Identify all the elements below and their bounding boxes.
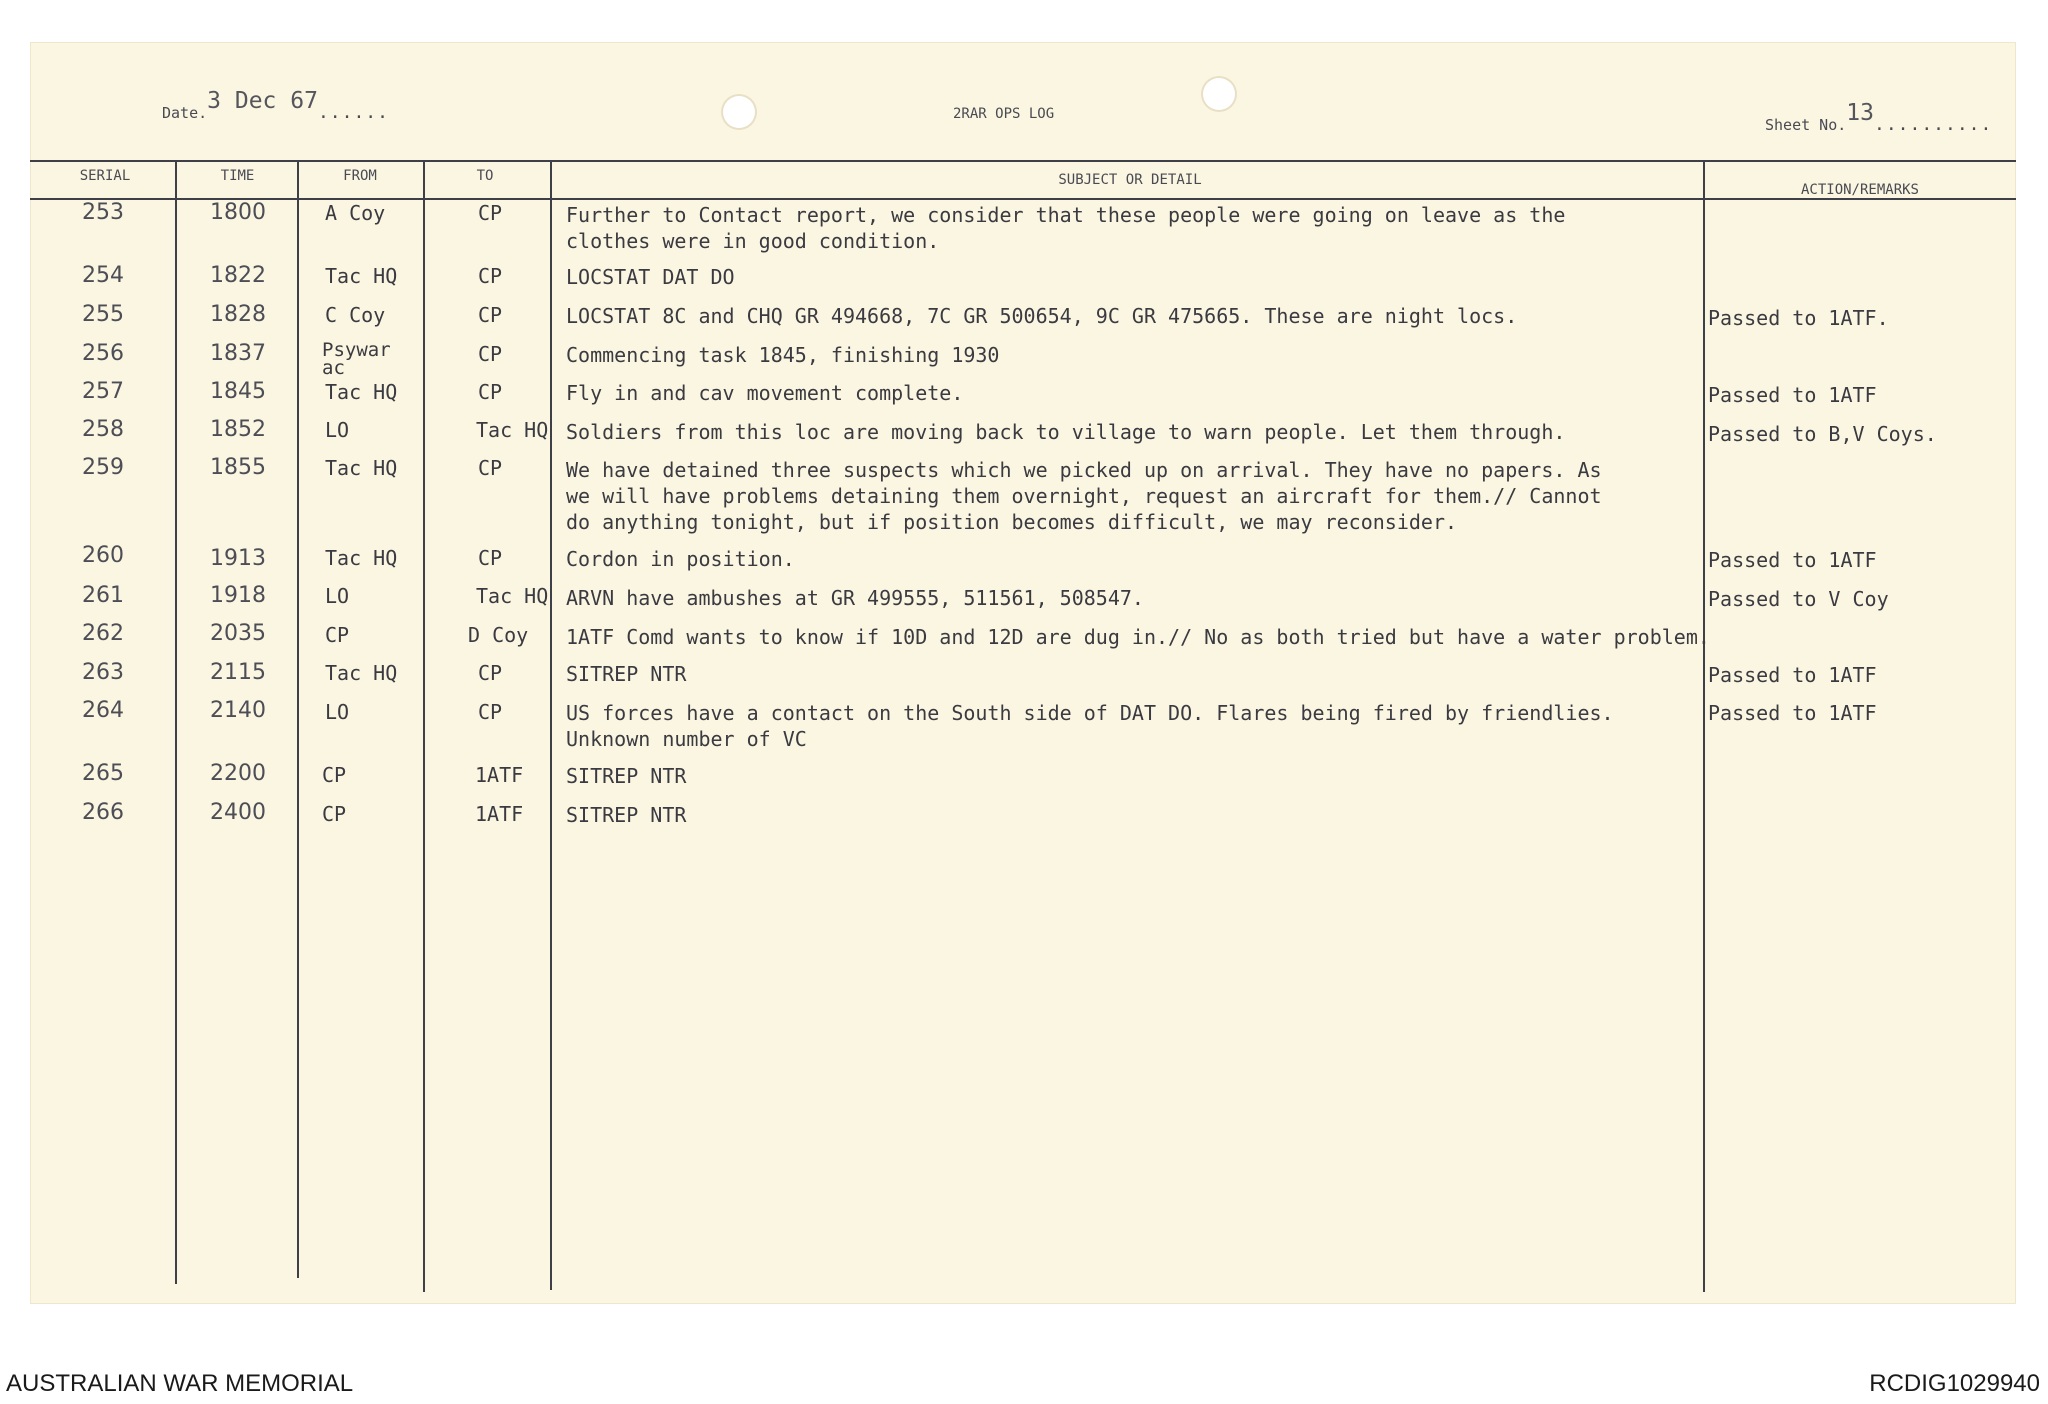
row-to: 1ATF bbox=[475, 802, 524, 826]
row-time: 1822 bbox=[210, 263, 266, 288]
row-time: 1855 bbox=[210, 455, 266, 480]
row-to: CP bbox=[478, 201, 503, 225]
row-to: Tac HQ bbox=[476, 418, 549, 442]
col-header-to: TO bbox=[476, 168, 494, 184]
row-to: D Coy bbox=[468, 623, 529, 647]
row-action: Passed to V Coy bbox=[1708, 587, 1889, 611]
row-from: LO bbox=[325, 700, 350, 724]
row-serial: 254 bbox=[82, 263, 124, 288]
row-from: Tac HQ bbox=[325, 380, 398, 404]
row-serial: 259 bbox=[82, 455, 124, 480]
header-top-rule bbox=[30, 160, 2016, 162]
date-dots: ...... bbox=[317, 102, 389, 123]
col-header-action: ACTION/REMARKS bbox=[1800, 182, 1919, 198]
row-to: CP bbox=[478, 342, 503, 366]
archive-credit: AUSTRALIAN WAR MEMORIAL bbox=[6, 1370, 354, 1397]
page-title: 2RAR OPS LOG bbox=[953, 106, 1055, 122]
row-time: 1828 bbox=[210, 302, 266, 327]
col-header-from: FROM bbox=[343, 168, 377, 184]
row-from: Tac HQ bbox=[325, 546, 398, 570]
row-to: CP bbox=[478, 380, 503, 404]
row-from: Tac HQ bbox=[325, 456, 398, 480]
row-detail: 1ATF Comd wants to know if 10D and 12D are dug in.// No as both tried but have a water problem. bbox=[566, 625, 1710, 649]
row-detail: SITREP NTR bbox=[566, 803, 687, 827]
row-from: CP bbox=[325, 623, 350, 647]
row-time: 2115 bbox=[210, 660, 266, 685]
row-action: Passed to 1ATF bbox=[1708, 663, 1877, 687]
col-divider-subject bbox=[1703, 162, 1705, 1292]
row-time: 2400 bbox=[210, 800, 266, 825]
col-header-time: TIME bbox=[220, 168, 255, 184]
col-header-serial: SERIAL bbox=[79, 168, 131, 184]
row-serial: 265 bbox=[82, 761, 124, 786]
punch-hole-right bbox=[1203, 78, 1235, 110]
row-to: CP bbox=[478, 264, 503, 288]
row-detail: SITREP NTR bbox=[566, 764, 687, 788]
row-to: CP bbox=[478, 700, 503, 724]
row-from: A Coy bbox=[325, 201, 386, 225]
row-from: Psywar ac bbox=[322, 339, 391, 379]
row-serial: 255 bbox=[82, 302, 124, 327]
row-serial: 258 bbox=[82, 417, 124, 442]
archive-id: RCDIG1029940 bbox=[1869, 1370, 2040, 1397]
row-detail: LOCSTAT DAT DO bbox=[566, 265, 735, 289]
date-label: Date. bbox=[162, 104, 208, 122]
row-action: Passed to 1ATF bbox=[1708, 548, 1877, 572]
sheet-label: Sheet No. bbox=[1765, 116, 1847, 134]
row-time: 2140 bbox=[210, 698, 266, 723]
col-divider-serial bbox=[175, 162, 177, 1284]
row-to: 1ATF bbox=[475, 763, 524, 787]
row-serial: 260 bbox=[82, 543, 124, 568]
date-value: 3 Dec 67 bbox=[207, 88, 318, 114]
row-time: 2200 bbox=[210, 761, 266, 786]
row-to: Tac HQ bbox=[476, 584, 549, 608]
sheet-dots: .......... bbox=[1873, 114, 1993, 135]
col-divider-from bbox=[423, 162, 425, 1292]
row-time: 1837 bbox=[210, 341, 266, 366]
row-from: LO bbox=[325, 418, 350, 442]
row-detail: Cordon in position. bbox=[566, 547, 795, 571]
row-detail: Soldiers from this loc are moving back to village to warn people. Let them through. bbox=[566, 420, 1566, 444]
row-action: Passed to 1ATF bbox=[1708, 383, 1877, 407]
row-detail: Fly in and cav movement complete. bbox=[566, 381, 964, 405]
row-time: 1800 bbox=[210, 200, 266, 225]
sheet-number-field bbox=[1765, 100, 1993, 136]
punch-hole-left bbox=[723, 96, 755, 128]
row-to: CP bbox=[478, 546, 503, 570]
row-from: CP bbox=[322, 763, 347, 787]
row-to: CP bbox=[478, 661, 503, 685]
row-detail: US forces have a contact on the South side of DAT DO. Flares being fired by friendlies. Unknown number of VC bbox=[566, 701, 1614, 751]
row-serial: 253 bbox=[82, 200, 124, 225]
row-action: Passed to 1ATF. bbox=[1708, 306, 1889, 330]
col-header-subject: SUBJECT OR DETAIL bbox=[1058, 172, 1202, 188]
row-serial: 264 bbox=[82, 698, 124, 723]
row-serial: 266 bbox=[82, 800, 124, 825]
sheet-value: 13 bbox=[1846, 100, 1874, 126]
row-serial: 262 bbox=[82, 621, 124, 646]
row-detail: ARVN have ambushes at GR 499555, 511561, 508547. bbox=[566, 586, 1144, 610]
row-from: Tac HQ bbox=[325, 661, 398, 685]
row-detail: We have detained three suspects which we picked up on arrival. They have no papers. As we will have problems detaining them overnight, request an aircraft for them.// Cannot do anything tonight, but if position becomes difficult, we may reconsider. bbox=[566, 458, 1602, 534]
row-from: LO bbox=[325, 584, 350, 608]
row-detail: LOCSTAT 8C and CHQ GR 494668, 7C GR 500654, 9C GR 475665. These are night locs. bbox=[566, 304, 1518, 328]
row-time: 2035 bbox=[210, 621, 266, 646]
date-field bbox=[162, 88, 389, 124]
row-serial: 256 bbox=[82, 341, 124, 366]
row-serial: 263 bbox=[82, 660, 124, 685]
row-to: CP bbox=[478, 303, 503, 327]
row-detail: Commencing task 1845, finishing 1930 bbox=[566, 343, 1000, 367]
row-detail: SITREP NTR bbox=[566, 662, 687, 686]
row-from: CP bbox=[322, 802, 347, 826]
col-divider-to bbox=[550, 162, 552, 1290]
row-action: Passed to 1ATF bbox=[1708, 701, 1877, 725]
row-to: CP bbox=[478, 456, 503, 480]
row-detail: Further to Contact report, we consider that these people were going on leave as the clothes were in good condition. bbox=[566, 203, 1566, 253]
row-time: 1913 bbox=[210, 546, 266, 571]
row-action: Passed to B,V Coys. bbox=[1708, 422, 1937, 446]
row-serial: 257 bbox=[82, 379, 124, 404]
row-time: 1852 bbox=[210, 417, 266, 442]
col-divider-time bbox=[297, 162, 299, 1278]
row-time: 1918 bbox=[210, 583, 266, 608]
row-serial: 261 bbox=[82, 583, 124, 608]
row-time: 1845 bbox=[210, 379, 266, 404]
row-from: Tac HQ bbox=[325, 264, 398, 288]
row-from: C Coy bbox=[325, 303, 386, 327]
